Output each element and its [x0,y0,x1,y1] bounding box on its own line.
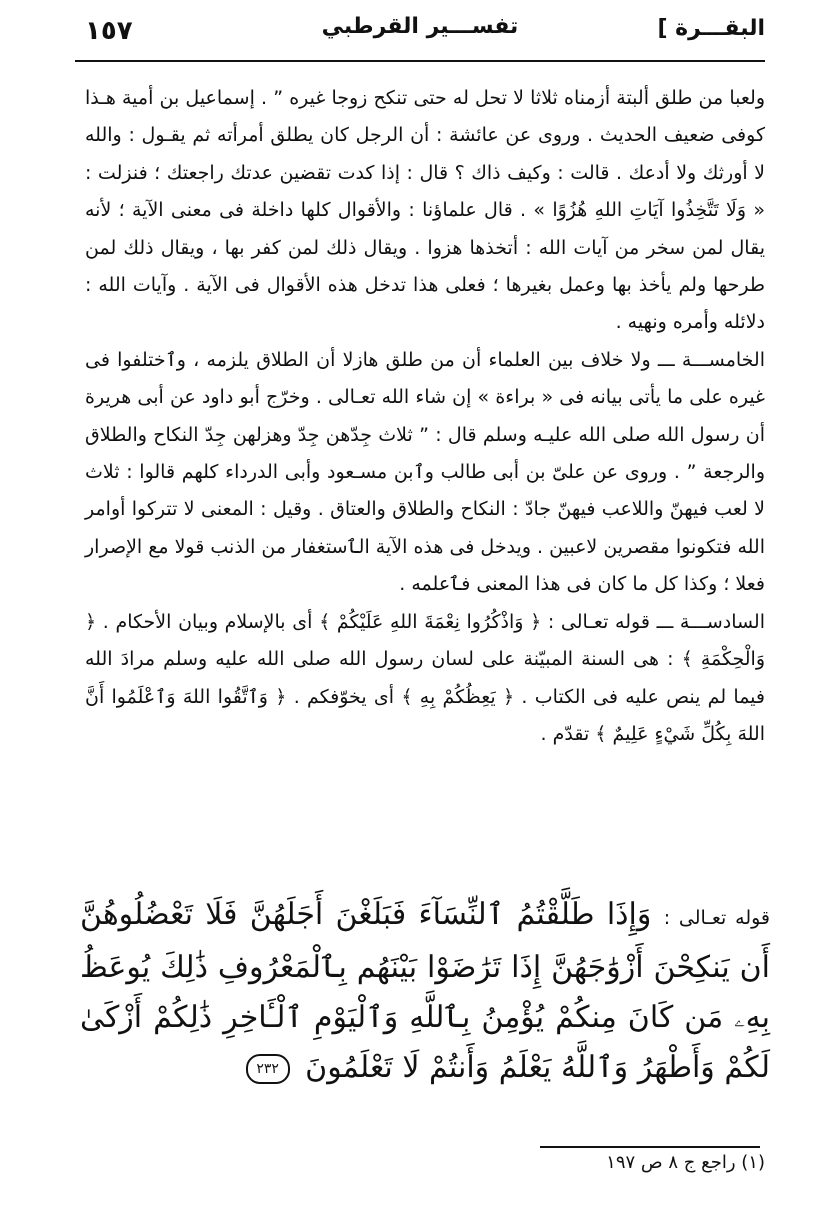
commentary-text [85,80,765,753]
header-divider [75,60,765,62]
page-number: ١٥٧ [85,16,133,46]
surah-label: البقـــرة ] [657,16,765,41]
paragraph: الخامســـة ـــ ولا خلاف بين العلماء أن من طلق هازلا أن الطلاق يلزمه ، وٱختلفوا فى غيره على ما يأتى بيانه فى « براءة » إن شاء الله تعـالى . وخرّج أبو داود عن أبى هريرة أن رسول الله صلى الله عليـه وسلم قال : ” ثلاث جِدّهن جِدّ وهزلهن جِدّ النكاح والطلاق والرجعة ” . وروى عن علىّ بن أبى طالب وٱبن مسـعود وأبى الدرداء كلهم قالوا : ثلاث لا لعب فيهنّ واللاعب فيهنّ جادّ : النكاح والطلاق والعتاق . وقيل : المعنى لا تتركوا أوامر الله فتكونوا مقصرين لاعبين . ويدخل فى هذه الآية الٱستغفار من الذنب قولا مع الإصرار فعلا ؛ وكذا كل ما كان فى هذا المعنى فٱعلمه . [85,348,765,596]
verse-number-marker: ٢٣٢ [246,1054,290,1084]
quran-verse: وَإِذَا طَلَّقْتُمُ ٱلنِّسَآءَ فَبَلَغْنَ أَجَلَهُنَّ فَلَا تَعْضُلُوهُنَّ أَن يَنكِحْنَ أَزْوَٰجَهُنَّ إِذَا تَرَٰضَوْا بَيْنَهُم بِٱلْمَعْرُوفِ ذَٰلِكَ يُوعَظُ بِهِۦ مَن كَانَ مِنكُمْ يُؤْمِنُ بِٱللَّهِ وَٱلْيَوْمِ ٱلْـَٔاخِرِ ذَٰلِكُمْ أَزْكَىٰ لَكُمْ وَأَطْهَرُ وَٱللَّهُ يَعْلَمُ وَأَنتُمْ لَا تَعْلَمُونَ [80,897,770,1085]
verse-intro: قوله تعـالى : [663,907,771,929]
footnote: (١) راجع ج ٨ ص ١٩٧ [606,1152,765,1173]
paragraph: ولعبا من طلق ألبتة أزمناه ثلاثا لا تحل له حتى تنكح زوجا غيره ” . إسماعيل بن أمية هـذا كوفى ضعيف الحديث . وروى عن عائشة : أن الرجل كان يطلق أمرأته ثم يقـول : والله لا أورثك ولا أدعك . قالت : وكيف ذاك ؟ قال : إذا كدت تقضين عدتك راجعتك ؛ فنزلت : « وَلَا تَتَّخِذُوا آيَاتِ اللهِ هُزُوًا » . قال علماؤنا : والأقوال كلها داخلة فى معنى الآية ؛ لأنه يقال لمن سخر من آيات الله : أتخذها هزوا . ويقال ذلك لمن كفر بها ، ويقال ذلك لمن طرحها ولم يأخذ بها وعمل بغيرها ؛ فعلى هذا تدخل هذه الأقوال فى الآية . وآيات الله : دلائله وأمره ونهيه . [85,87,765,334]
footnote-divider [540,1146,760,1148]
page-header [75,12,765,52]
quran-verse-block [80,890,770,1093]
paragraph: السادســـة ـــ قوله تعـالى : ﴿ وَاذْكُرُوا نِعْمَةَ اللهِ عَلَيْكُمْ ﴾ أى بالإسلام وبيان الأحكام . ﴿ وَالْحِكْمَةِ ﴾ : هى السنة المبيّنة على لسان رسول الله صلى الله عليه وسلم مرادَ الله فيما لم ينص عليه فى الكتاب . ﴿ يَعِظُكُمْ بِهِ ﴾ أى يخوّفكم . ﴿ وَٱتَّقُوا اللهَ وَٱعْلَمُوا أَنَّ اللهَ بِكُلِّ شَيْءٍ عَلِيمٌ ﴾ تقدّم . [85,610,765,745]
book-title: تفســـير القرطبي [321,14,519,39]
